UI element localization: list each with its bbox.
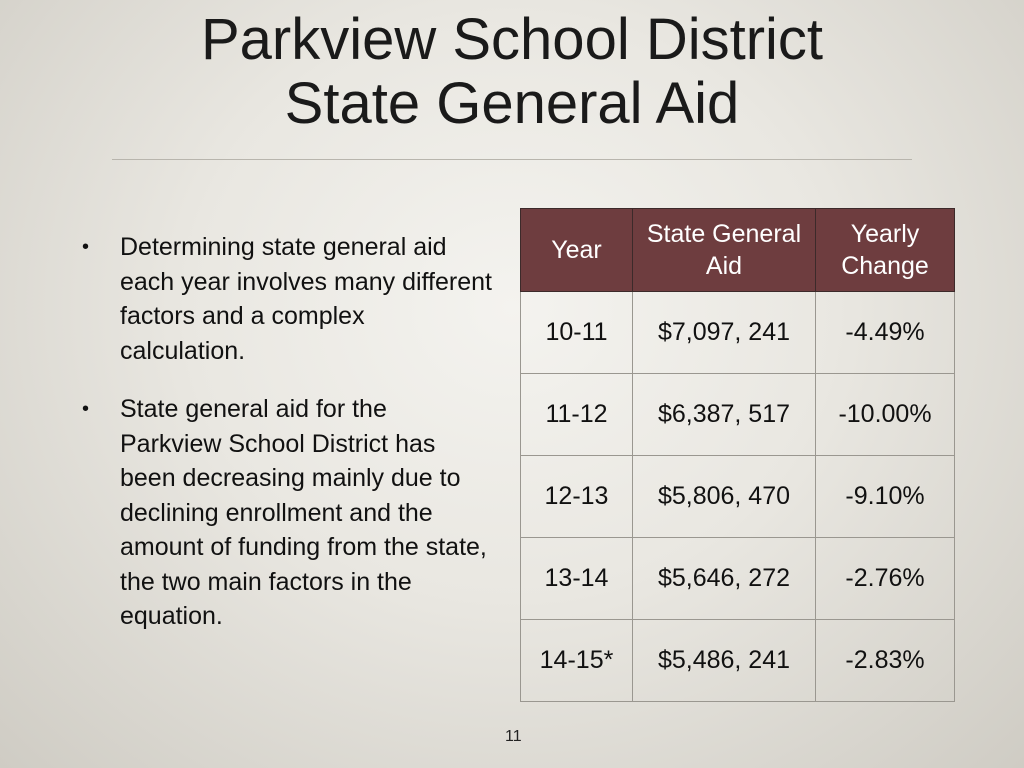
bullet-text: State general aid for the Parkview School District has been decreasing mainly due to declining enrollment and the amount of funding from the state, the two main factors in the equation. xyxy=(120,395,487,630)
slide-title xyxy=(0,8,1024,136)
bullet-list xyxy=(82,230,492,658)
title-divider xyxy=(112,159,912,160)
table-row xyxy=(521,456,955,538)
table-row xyxy=(521,538,955,620)
table-row xyxy=(521,374,955,456)
header-yearly-change: Yearly Change xyxy=(816,209,955,292)
bullet-item xyxy=(82,392,492,634)
aid-table-container xyxy=(520,208,954,698)
bullet-text: Determining state general aid each year involves many different factors and a complex calculation. xyxy=(120,233,492,365)
bullet-item xyxy=(82,230,492,368)
table-row xyxy=(521,620,955,702)
cell-year: 11-12 xyxy=(521,374,633,456)
cell-year: 10-11 xyxy=(521,292,633,374)
header-state-general-aid: State General Aid xyxy=(633,209,816,292)
cell-year: 14-15* xyxy=(521,620,633,702)
cell-change: -2.76% xyxy=(816,538,955,620)
cell-change: -10.00% xyxy=(816,374,955,456)
cell-year: 12-13 xyxy=(521,456,633,538)
table-header-row xyxy=(521,209,955,292)
bullet-dot-icon: • xyxy=(82,236,90,258)
cell-year: 13-14 xyxy=(521,538,633,620)
bullet-dot-icon: • xyxy=(82,398,90,420)
cell-aid: $7,097, 241 xyxy=(633,292,816,374)
cell-change: -9.10% xyxy=(816,456,955,538)
cell-aid: $5,646, 272 xyxy=(633,538,816,620)
cell-change: -2.83% xyxy=(816,620,955,702)
slide-number: 11 xyxy=(505,728,522,745)
title-line-1: Parkview School District xyxy=(200,7,824,72)
cell-aid: $6,387, 517 xyxy=(633,374,816,456)
aid-table xyxy=(520,208,955,702)
header-year: Year xyxy=(521,209,633,292)
table-row xyxy=(521,292,955,374)
title-line-2: State General Aid xyxy=(284,71,740,136)
cell-aid: $5,486, 241 xyxy=(633,620,816,702)
cell-aid: $5,806, 470 xyxy=(633,456,816,538)
cell-change: -4.49% xyxy=(816,292,955,374)
